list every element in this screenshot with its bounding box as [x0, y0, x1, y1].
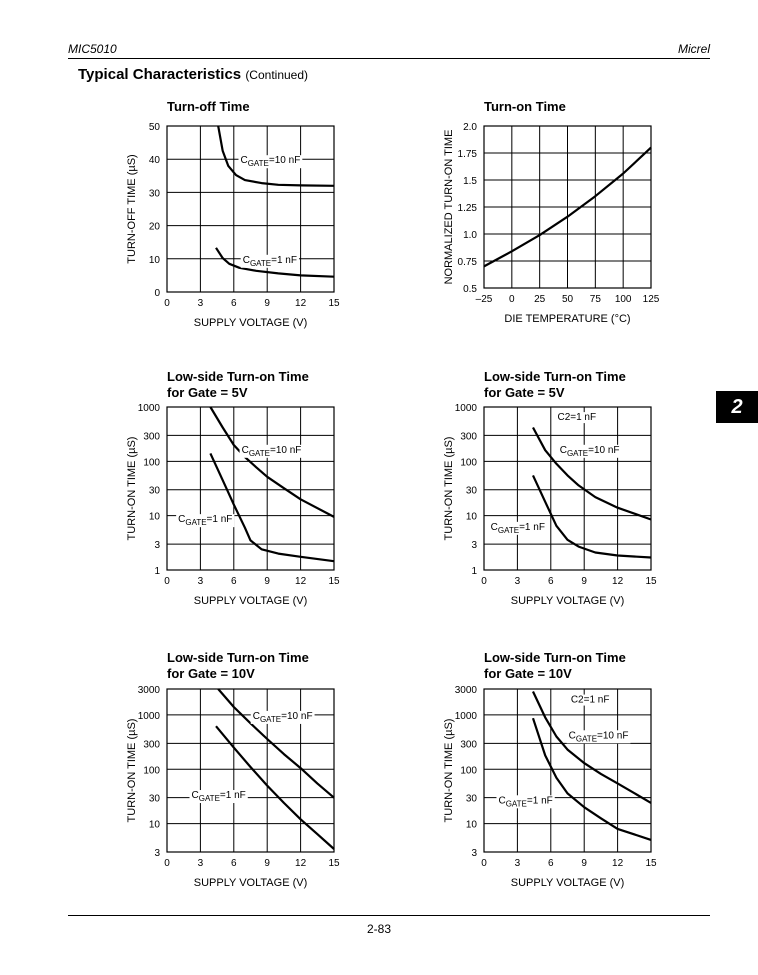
y-tick-label: 3: [471, 848, 477, 859]
x-tick-label: 12: [612, 858, 624, 869]
y-tick-label: 1.5: [463, 176, 477, 187]
y-tick-label: 2.0: [463, 122, 477, 133]
chapter-tab: 2: [716, 391, 758, 423]
x-axis-label: SUPPLY VOLTAGE (V): [193, 317, 308, 329]
x-tick-label: 0: [164, 858, 170, 869]
y-tick-label: 20: [148, 221, 160, 233]
chart-low-side-10v-a: [126, 650, 340, 889]
chart-title-line: Low-side Turn-on Time: [484, 650, 626, 665]
curve-label-sub: GATE: [198, 794, 220, 804]
y-axis-label: NORMALIZED TURN-ON TIME: [443, 129, 455, 285]
x-tick-label: 6: [231, 576, 237, 587]
y-tick-label: 3: [471, 540, 477, 552]
x-tick-label: 6: [231, 858, 237, 869]
x-tick-label: 15: [328, 858, 340, 869]
x-tick-label: 15: [645, 576, 657, 587]
x-axis-label: SUPPLY VOLTAGE (V): [510, 595, 625, 607]
x-tick-label: 15: [328, 298, 340, 309]
y-tick-label: 300: [143, 739, 160, 751]
y-tick-label: 100: [460, 457, 477, 469]
plot-frame: [484, 689, 651, 852]
x-tick-label: 12: [612, 576, 624, 587]
curve-label-main: C: [252, 710, 260, 722]
x-tick-label: 12: [295, 576, 307, 587]
curve-label-main: C: [241, 444, 249, 456]
curve-label-sub: GATE: [575, 734, 598, 744]
curve-label-rest: =1 nF: [519, 521, 545, 533]
x-tick-label: 9: [264, 858, 270, 869]
curve-label-sub: GATE: [566, 448, 589, 458]
x-tick-label: 15: [328, 576, 340, 587]
curve-label-sub: GATE: [247, 159, 269, 169]
y-axis-label: TURN-ON TIME (µS): [126, 718, 138, 823]
curve-label-rest: =1 nF: [206, 514, 233, 526]
curve-label-sub: GATE: [248, 448, 271, 458]
y-tick-label: 10: [465, 511, 477, 523]
y-tick-label: 10: [148, 511, 160, 523]
y-axis-label: TURN-OFF TIME (µS): [126, 154, 138, 264]
x-tick-label: 12: [295, 858, 307, 869]
curve-label-main: C: [559, 444, 567, 456]
curve-label-sub: GATE: [259, 714, 282, 724]
x-tick-label: 0: [481, 858, 487, 869]
chart-title-line: Turn-off Time: [167, 99, 250, 114]
chart-title-line: for Gate = 10V: [167, 666, 255, 681]
y-tick-label: 10: [148, 254, 160, 266]
y-tick-label: 50: [148, 122, 160, 133]
y-tick-label: 3000: [454, 685, 477, 696]
curve-label: [557, 412, 596, 423]
x-tick-label: 12: [295, 298, 307, 309]
y-axis-label: TURN-ON TIME (µS): [443, 718, 455, 823]
chart-low-side-10v-b: [443, 650, 657, 889]
y-tick-label: 100: [143, 457, 160, 469]
y-tick-label: 1000: [454, 403, 477, 414]
curve-label-main: C: [178, 514, 186, 526]
x-tick-label: 3: [197, 858, 204, 869]
x-tick-label: 125: [642, 294, 660, 305]
chart-title-line: Low-side Turn-on Time: [167, 369, 309, 384]
y-tick-label: 300: [460, 739, 477, 751]
y-axis-label: TURN-ON TIME (µS): [443, 436, 455, 541]
x-tick-label: 3: [514, 858, 521, 869]
x-axis-label: DIE TEMPERATURE (°C): [504, 313, 631, 325]
x-tick-label: 9: [581, 858, 587, 869]
chart-title-line: Low-side Turn-on Time: [484, 369, 626, 384]
curve-label-sub: GATE: [505, 799, 527, 809]
x-tick-label: 3: [514, 576, 521, 587]
curve-label-rest: =1 nF: [526, 795, 553, 807]
curve-label-main: C: [242, 254, 250, 266]
x-tick-label: 6: [548, 576, 554, 587]
x-tick-label: 0: [164, 298, 170, 309]
x-tick-label: 6: [231, 298, 237, 309]
y-tick-label: 10: [148, 819, 160, 831]
x-tick-label: 100: [614, 294, 632, 305]
x-tick-label: 0: [164, 576, 170, 587]
curve-label-rest: =1 nF: [219, 790, 246, 802]
curve-label-main: C2=1 nF: [570, 694, 610, 706]
curve-label-main: C2=1 nF: [557, 412, 597, 424]
y-tick-label: 300: [460, 431, 477, 443]
y-tick-label: 30: [465, 485, 477, 497]
curve-label-sub: GATE: [497, 525, 520, 535]
y-tick-label: 1.0: [463, 230, 477, 241]
x-tick-label: 0: [481, 576, 487, 587]
curve-label: [571, 695, 610, 706]
x-tick-label: 3: [197, 298, 204, 309]
y-tick-label: 30: [148, 485, 160, 497]
x-tick-label: –25: [475, 294, 493, 305]
x-tick-label: 9: [581, 576, 587, 587]
x-tick-label: 50: [561, 294, 574, 305]
x-tick-label: 75: [589, 294, 601, 305]
curve-label-rest: =1 nF: [271, 254, 297, 266]
chart-title-line: Low-side Turn-on Time: [167, 650, 309, 665]
y-tick-label: 1: [154, 566, 160, 577]
curve-label-rest: =10 nF: [268, 155, 301, 167]
curve-label-main: C: [498, 795, 506, 807]
y-tick-label: 3000: [137, 685, 160, 696]
y-tick-label: 100: [460, 765, 477, 777]
curve-label-main: C: [490, 521, 498, 533]
curve-label-rest: =10 nF: [281, 710, 313, 722]
y-axis-label: TURN-ON TIME (µS): [126, 436, 138, 541]
y-tick-label: 300: [143, 431, 160, 443]
curve-label-sub: GATE: [249, 258, 272, 268]
y-tick-label: 30: [148, 188, 160, 200]
y-tick-label: 0: [154, 288, 160, 299]
chart-turn-on-time: [443, 99, 660, 325]
curve-label-main: C: [568, 730, 576, 742]
curve-label-main: C: [240, 155, 248, 167]
chart-low-side-5v-a: [126, 369, 340, 607]
x-tick-label: 0: [509, 294, 515, 305]
x-tick-label: 9: [264, 298, 270, 309]
plot-frame: [167, 407, 334, 570]
footer-page-number: 2-83: [366, 922, 392, 936]
y-tick-label: 0.75: [457, 257, 477, 268]
chart-title-line: for Gate = 5V: [484, 385, 565, 400]
header-part-number: MIC5010: [68, 42, 117, 56]
curve-label-main: C: [191, 790, 199, 802]
chart-title-line: for Gate = 5V: [167, 385, 248, 400]
plot-frame: [484, 407, 651, 570]
y-tick-label: 0.5: [463, 284, 477, 295]
y-tick-label: 1: [471, 566, 477, 577]
x-tick-label: 9: [264, 576, 270, 587]
y-tick-label: 3: [154, 540, 160, 552]
y-tick-label: 1000: [137, 403, 160, 414]
y-tick-label: 30: [465, 793, 477, 805]
x-axis-label: SUPPLY VOLTAGE (V): [193, 877, 308, 889]
header-brand: Micrel: [678, 42, 710, 56]
curve-label-rest: =10 nF: [270, 444, 302, 456]
y-tick-label: 40: [148, 155, 160, 167]
chart-turn-off-time: [126, 99, 340, 329]
x-axis-label: SUPPLY VOLTAGE (V): [510, 877, 625, 889]
chart-title-line: Turn-on Time: [484, 99, 566, 114]
curve-label-rest: =10 nF: [597, 730, 629, 742]
y-tick-label: 10: [465, 819, 477, 831]
y-tick-label: 3: [154, 848, 160, 859]
section-title-main: Typical Characteristics: [78, 66, 242, 83]
y-tick-label: 1.25: [457, 203, 477, 214]
chart-low-side-5v-b: [443, 369, 657, 607]
footer-rule: [68, 915, 710, 916]
y-tick-label: 30: [148, 793, 160, 805]
curve-label-sub: GATE: [185, 518, 207, 528]
y-tick-label: 1000: [137, 710, 160, 722]
y-tick-label: 100: [143, 765, 160, 777]
y-tick-label: 1.75: [457, 149, 477, 160]
y-tick-label: 1000: [454, 710, 477, 722]
x-tick-label: 15: [645, 858, 657, 869]
curve-label-rest: =10 nF: [588, 444, 620, 456]
x-tick-label: 25: [534, 294, 546, 305]
chart-title-line: for Gate = 10V: [484, 666, 572, 681]
section-title-suffix: (Continued): [245, 68, 309, 82]
x-tick-label: 6: [548, 858, 554, 869]
x-tick-label: 3: [197, 576, 204, 587]
series-line: [210, 407, 334, 517]
x-axis-label: SUPPLY VOLTAGE (V): [193, 595, 308, 607]
